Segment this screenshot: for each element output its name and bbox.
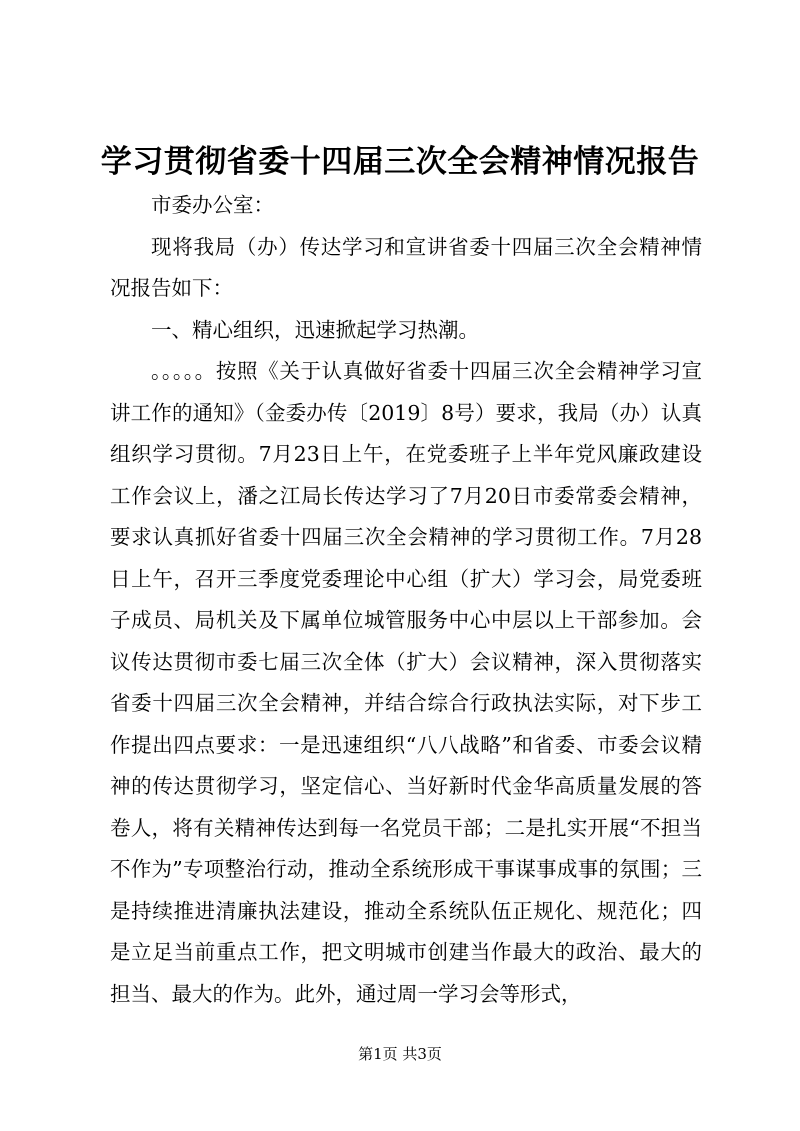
body-paragraph: 。。。。。按照《关于认真做好省委十四届三次全会精神学习宣讲工作的通知》（金委办传〔2019〕8号）要求，我局（办）认真组织学习贯彻。7月23日上午，在党委班子上半年党风廉政建设工作会议上，潘之江局长传达学习了7月20日市委常委会精神，要求认真抓好省委十四届三次全会精神的学习贯彻工作。7月28日上午，召开三季度党委理论中心组（扩大）学习会，局党委班子成员、局机关及下属单位城管服务中心中层以上干部参加。会议传达贯彻市委七届三次全体（扩大）会议精神，深入贯彻落实省委十四届三次全会精神，并结合综合行政执法实际，对下步工作提出四点要求：一是迅速组织“八八战略”和省委、市委会议精神的传达贯彻学习，坚定信心、当好新时代金华高质量发展的答卷人，将有关精神传达到每一名党员干部；二是扎实开展“不担当不作为”专项整治行动，推动全系统形成干事谋事成事的氛围；三是持续推进清廉执法建设，推动全系统队伍正规化、规范化；四是立足当前重点工作，把文明城市创建当作最大的政治、最大的担当、最大的作为。此外，通过周一学习会等形式， <box>110 359 702 1006</box>
salutation: 市委办公室： <box>151 193 274 217</box>
section-heading: 一、精心组织，迅速掀起学习热潮。 <box>151 317 479 342</box>
intro-paragraph: 现将我局（办）传达学习和宣讲省委十四届三次全会精神情况报告如下： <box>110 234 702 300</box>
document-title: 学习贯彻省委十四届三次全会精神情况报告 <box>100 144 700 180</box>
page-footer: 第1页 共3页 <box>358 1045 442 1063</box>
document-body <box>110 185 702 1015</box>
